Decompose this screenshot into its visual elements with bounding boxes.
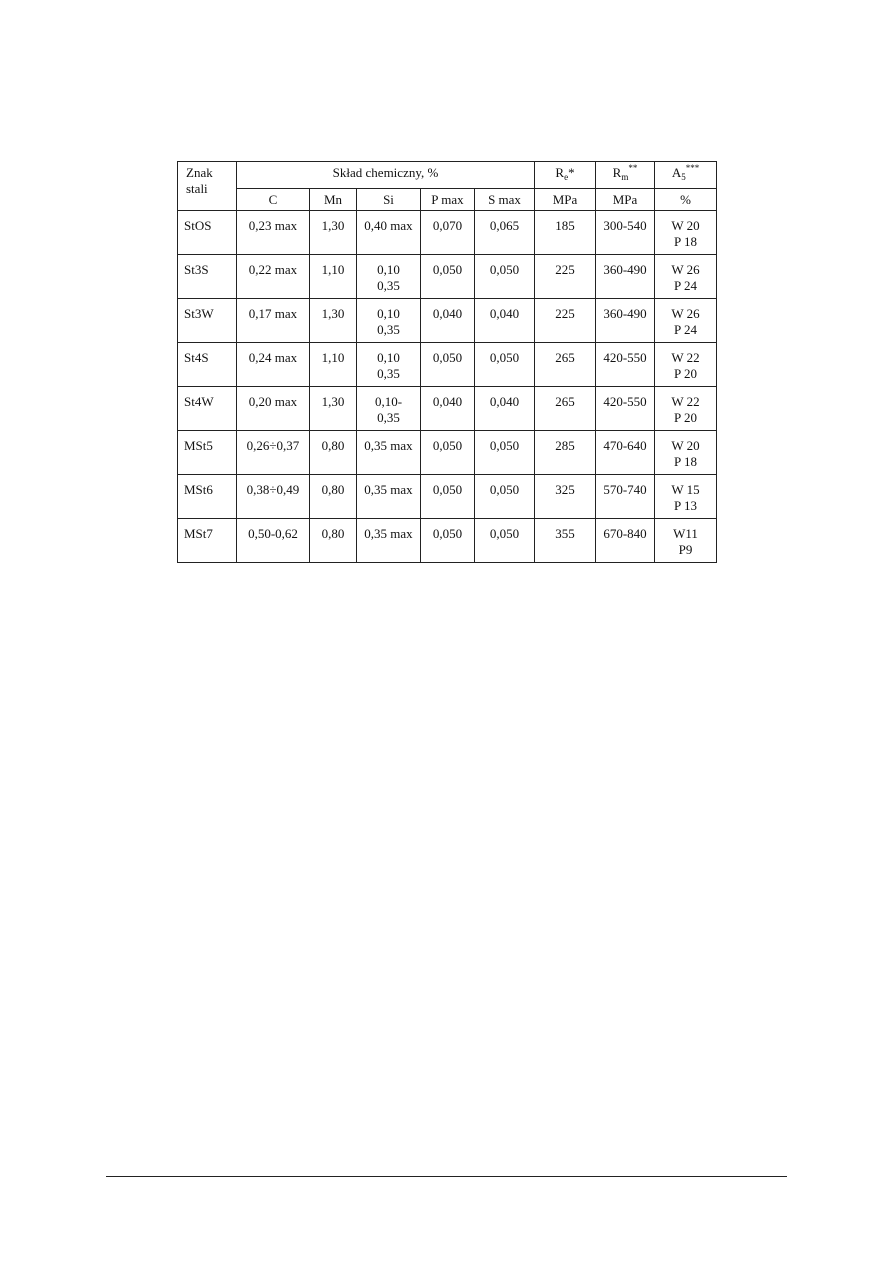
cell-silicon-text: 0,40 max bbox=[364, 218, 413, 233]
cell-re bbox=[535, 387, 596, 431]
header-znak-text: Znak stali bbox=[186, 165, 213, 196]
cell-a5-text: W 22 P 20 bbox=[671, 350, 700, 381]
cell-sulfur bbox=[475, 255, 535, 299]
cell-silicon bbox=[357, 343, 421, 387]
cell-rm-text: 300-540 bbox=[603, 218, 647, 233]
cell-carbon bbox=[237, 255, 310, 299]
cell-rm-text: 360-490 bbox=[603, 262, 647, 277]
cell-phosphorus-text: 0,050 bbox=[432, 526, 463, 541]
cell-carbon bbox=[237, 431, 310, 475]
cell-a5 bbox=[655, 475, 717, 519]
cell-rm bbox=[596, 343, 655, 387]
cell-grade bbox=[178, 343, 237, 387]
header-a5-base: A bbox=[671, 165, 682, 180]
cell-manganese-text: 0,80 bbox=[321, 438, 345, 453]
subheader-rm-unit: MPa bbox=[596, 189, 655, 211]
cell-grade bbox=[178, 519, 237, 563]
header-re-base: R bbox=[555, 165, 565, 180]
cell-a5-text: W 26 P 24 bbox=[671, 306, 700, 337]
cell-a5-text: W 26 P 24 bbox=[671, 262, 700, 293]
cell-a5 bbox=[655, 299, 717, 343]
cell-grade-text: St4S bbox=[184, 350, 209, 365]
table-row bbox=[178, 519, 717, 563]
cell-re-text: 225 bbox=[555, 262, 575, 277]
cell-a5 bbox=[655, 387, 717, 431]
cell-grade bbox=[178, 211, 237, 255]
footer-divider bbox=[106, 1176, 787, 1177]
cell-carbon bbox=[237, 387, 310, 431]
cell-grade-text: St4W bbox=[184, 394, 214, 409]
cell-re bbox=[535, 255, 596, 299]
cell-manganese bbox=[310, 211, 357, 255]
cell-grade-text: StOS bbox=[184, 218, 212, 233]
cell-sulfur-text: 0,050 bbox=[489, 482, 520, 497]
cell-a5 bbox=[655, 519, 717, 563]
cell-re bbox=[535, 343, 596, 387]
cell-phosphorus-text: 0,050 bbox=[432, 350, 463, 365]
table-row bbox=[178, 299, 717, 343]
cell-phosphorus-text: 0,050 bbox=[432, 482, 463, 497]
cell-carbon-text: 0,20 max bbox=[248, 394, 298, 409]
cell-silicon-text: 0,10 0,35 bbox=[377, 350, 400, 381]
cell-phosphorus bbox=[421, 343, 475, 387]
header-re bbox=[535, 162, 596, 189]
cell-rm-text: 360-490 bbox=[603, 306, 647, 321]
cell-a5-text: W 22 P 20 bbox=[671, 394, 700, 425]
subheader-p-max: P max bbox=[421, 189, 475, 211]
cell-rm-text: 570-740 bbox=[603, 482, 647, 497]
cell-manganese-text: 1,10 bbox=[321, 262, 345, 277]
table-row bbox=[178, 255, 717, 299]
cell-rm-text: 470-640 bbox=[603, 438, 647, 453]
cell-phosphorus-text: 0,050 bbox=[432, 438, 463, 453]
table-row bbox=[178, 343, 717, 387]
cell-silicon bbox=[357, 299, 421, 343]
cell-rm bbox=[596, 431, 655, 475]
cell-manganese bbox=[310, 519, 357, 563]
cell-phosphorus-text: 0,050 bbox=[432, 262, 463, 277]
table-body bbox=[178, 211, 717, 563]
cell-rm bbox=[596, 211, 655, 255]
header-rm-sub: m bbox=[621, 172, 629, 182]
cell-rm-text: 420-550 bbox=[603, 350, 647, 365]
cell-sulfur bbox=[475, 431, 535, 475]
subheader-re-unit: MPa bbox=[535, 189, 596, 211]
cell-silicon bbox=[357, 211, 421, 255]
cell-rm bbox=[596, 519, 655, 563]
cell-manganese-text: 1,30 bbox=[321, 306, 345, 321]
cell-phosphorus bbox=[421, 387, 475, 431]
header-rm-base: R bbox=[612, 165, 622, 180]
cell-manganese bbox=[310, 299, 357, 343]
header-sklad-chemiczny bbox=[237, 162, 535, 189]
header-rm-mark: ** bbox=[628, 163, 638, 173]
cell-silicon-text: 0,10- 0,35 bbox=[374, 394, 403, 425]
cell-grade bbox=[178, 431, 237, 475]
cell-a5 bbox=[655, 211, 717, 255]
cell-silicon-text: 0,10 0,35 bbox=[377, 306, 400, 337]
cell-phosphorus bbox=[421, 475, 475, 519]
cell-carbon-text: 0,26÷0,37 bbox=[246, 438, 300, 453]
cell-manganese-text: 0,80 bbox=[321, 482, 345, 497]
cell-manganese-text: 1,30 bbox=[321, 218, 345, 233]
table-row bbox=[178, 475, 717, 519]
cell-grade bbox=[178, 387, 237, 431]
cell-grade bbox=[178, 299, 237, 343]
cell-manganese-text: 0,80 bbox=[321, 526, 345, 541]
table-header-row bbox=[178, 162, 717, 189]
cell-sulfur-text: 0,050 bbox=[489, 350, 520, 365]
cell-rm-text: 670-840 bbox=[603, 526, 647, 541]
cell-rm bbox=[596, 255, 655, 299]
cell-sulfur-text: 0,050 bbox=[489, 262, 520, 277]
table-subheader-row bbox=[178, 189, 717, 211]
cell-silicon bbox=[357, 519, 421, 563]
cell-sulfur bbox=[475, 343, 535, 387]
cell-re-text: 265 bbox=[555, 350, 575, 365]
cell-carbon-text: 0,50-0,62 bbox=[248, 526, 298, 541]
cell-a5-text: W11 P9 bbox=[673, 526, 698, 557]
cell-grade-text: St3S bbox=[184, 262, 209, 277]
cell-a5 bbox=[655, 431, 717, 475]
cell-re bbox=[535, 475, 596, 519]
table-row bbox=[178, 211, 717, 255]
cell-phosphorus bbox=[421, 299, 475, 343]
cell-carbon bbox=[237, 211, 310, 255]
cell-manganese-text: 1,10 bbox=[321, 350, 345, 365]
cell-rm-text: 420-550 bbox=[603, 394, 647, 409]
cell-re-text: 325 bbox=[555, 482, 575, 497]
cell-carbon-text: 0,23 max bbox=[248, 218, 298, 233]
header-sklad-text: Skład chemiczny, % bbox=[332, 165, 439, 180]
cell-carbon bbox=[237, 519, 310, 563]
header-rm bbox=[596, 162, 655, 189]
cell-sulfur-text: 0,040 bbox=[489, 394, 520, 409]
cell-rm bbox=[596, 299, 655, 343]
cell-sulfur bbox=[475, 387, 535, 431]
cell-carbon-text: 0,17 max bbox=[248, 306, 298, 321]
cell-carbon bbox=[237, 299, 310, 343]
cell-sulfur bbox=[475, 519, 535, 563]
header-re-mark: * bbox=[568, 165, 575, 180]
header-a5-sub: 5 bbox=[681, 172, 686, 182]
cell-grade-text: MSt6 bbox=[184, 482, 213, 497]
cell-manganese bbox=[310, 255, 357, 299]
cell-phosphorus-text: 0,070 bbox=[432, 218, 463, 233]
cell-silicon-text: 0,35 max bbox=[364, 438, 413, 453]
cell-re bbox=[535, 431, 596, 475]
cell-a5-text: W 20 P 18 bbox=[671, 218, 700, 249]
subheader-s-max: S max bbox=[475, 189, 535, 211]
cell-phosphorus bbox=[421, 211, 475, 255]
cell-carbon bbox=[237, 343, 310, 387]
cell-phosphorus bbox=[421, 519, 475, 563]
cell-silicon-text: 0,35 max bbox=[364, 526, 413, 541]
table-row bbox=[178, 387, 717, 431]
cell-silicon bbox=[357, 255, 421, 299]
cell-carbon-text: 0,24 max bbox=[248, 350, 298, 365]
cell-grade-text: St3W bbox=[184, 306, 214, 321]
cell-manganese-text: 1,30 bbox=[321, 394, 345, 409]
header-a5-mark: *** bbox=[685, 163, 700, 173]
cell-silicon bbox=[357, 431, 421, 475]
cell-grade-text: MSt7 bbox=[184, 526, 213, 541]
cell-re bbox=[535, 299, 596, 343]
header-re-sub: e bbox=[564, 172, 569, 182]
subheader-si: Si bbox=[357, 189, 421, 211]
cell-a5-text: W 15 P 13 bbox=[671, 482, 700, 513]
cell-carbon bbox=[237, 475, 310, 519]
cell-phosphorus-text: 0,040 bbox=[432, 394, 463, 409]
cell-re-text: 285 bbox=[555, 438, 575, 453]
cell-re-text: 265 bbox=[555, 394, 575, 409]
cell-re-text: 185 bbox=[555, 218, 575, 233]
cell-rm bbox=[596, 475, 655, 519]
cell-re bbox=[535, 519, 596, 563]
cell-silicon bbox=[357, 387, 421, 431]
cell-silicon-text: 0,10 0,35 bbox=[377, 262, 400, 293]
subheader-mn: Mn bbox=[310, 189, 357, 211]
cell-a5-text: W 20 P 18 bbox=[671, 438, 700, 469]
cell-a5 bbox=[655, 255, 717, 299]
cell-phosphorus bbox=[421, 431, 475, 475]
cell-sulfur bbox=[475, 211, 535, 255]
cell-phosphorus bbox=[421, 255, 475, 299]
cell-sulfur-text: 0,065 bbox=[489, 218, 520, 233]
cell-sulfur bbox=[475, 475, 535, 519]
cell-grade-text: MSt5 bbox=[184, 438, 213, 453]
cell-a5 bbox=[655, 343, 717, 387]
cell-carbon-text: 0,38÷0,49 bbox=[246, 482, 300, 497]
cell-manganese bbox=[310, 343, 357, 387]
cell-manganese bbox=[310, 475, 357, 519]
cell-phosphorus-text: 0,040 bbox=[432, 306, 463, 321]
cell-silicon bbox=[357, 475, 421, 519]
cell-silicon-text: 0,35 max bbox=[364, 482, 413, 497]
cell-sulfur-text: 0,050 bbox=[489, 526, 520, 541]
cell-carbon-text: 0,22 max bbox=[248, 262, 298, 277]
subheader-a5-unit: % bbox=[655, 189, 717, 211]
cell-re bbox=[535, 211, 596, 255]
cell-sulfur bbox=[475, 299, 535, 343]
cell-sulfur-text: 0,040 bbox=[489, 306, 520, 321]
subheader-c: C bbox=[237, 189, 310, 211]
cell-re-text: 355 bbox=[555, 526, 575, 541]
cell-re-text: 225 bbox=[555, 306, 575, 321]
cell-rm bbox=[596, 387, 655, 431]
cell-manganese bbox=[310, 431, 357, 475]
cell-grade bbox=[178, 475, 237, 519]
steel-properties-table bbox=[177, 161, 717, 563]
header-a5 bbox=[655, 162, 717, 189]
table-row bbox=[178, 431, 717, 475]
cell-manganese bbox=[310, 387, 357, 431]
header-znak-stali bbox=[178, 162, 237, 211]
cell-grade bbox=[178, 255, 237, 299]
cell-sulfur-text: 0,050 bbox=[489, 438, 520, 453]
